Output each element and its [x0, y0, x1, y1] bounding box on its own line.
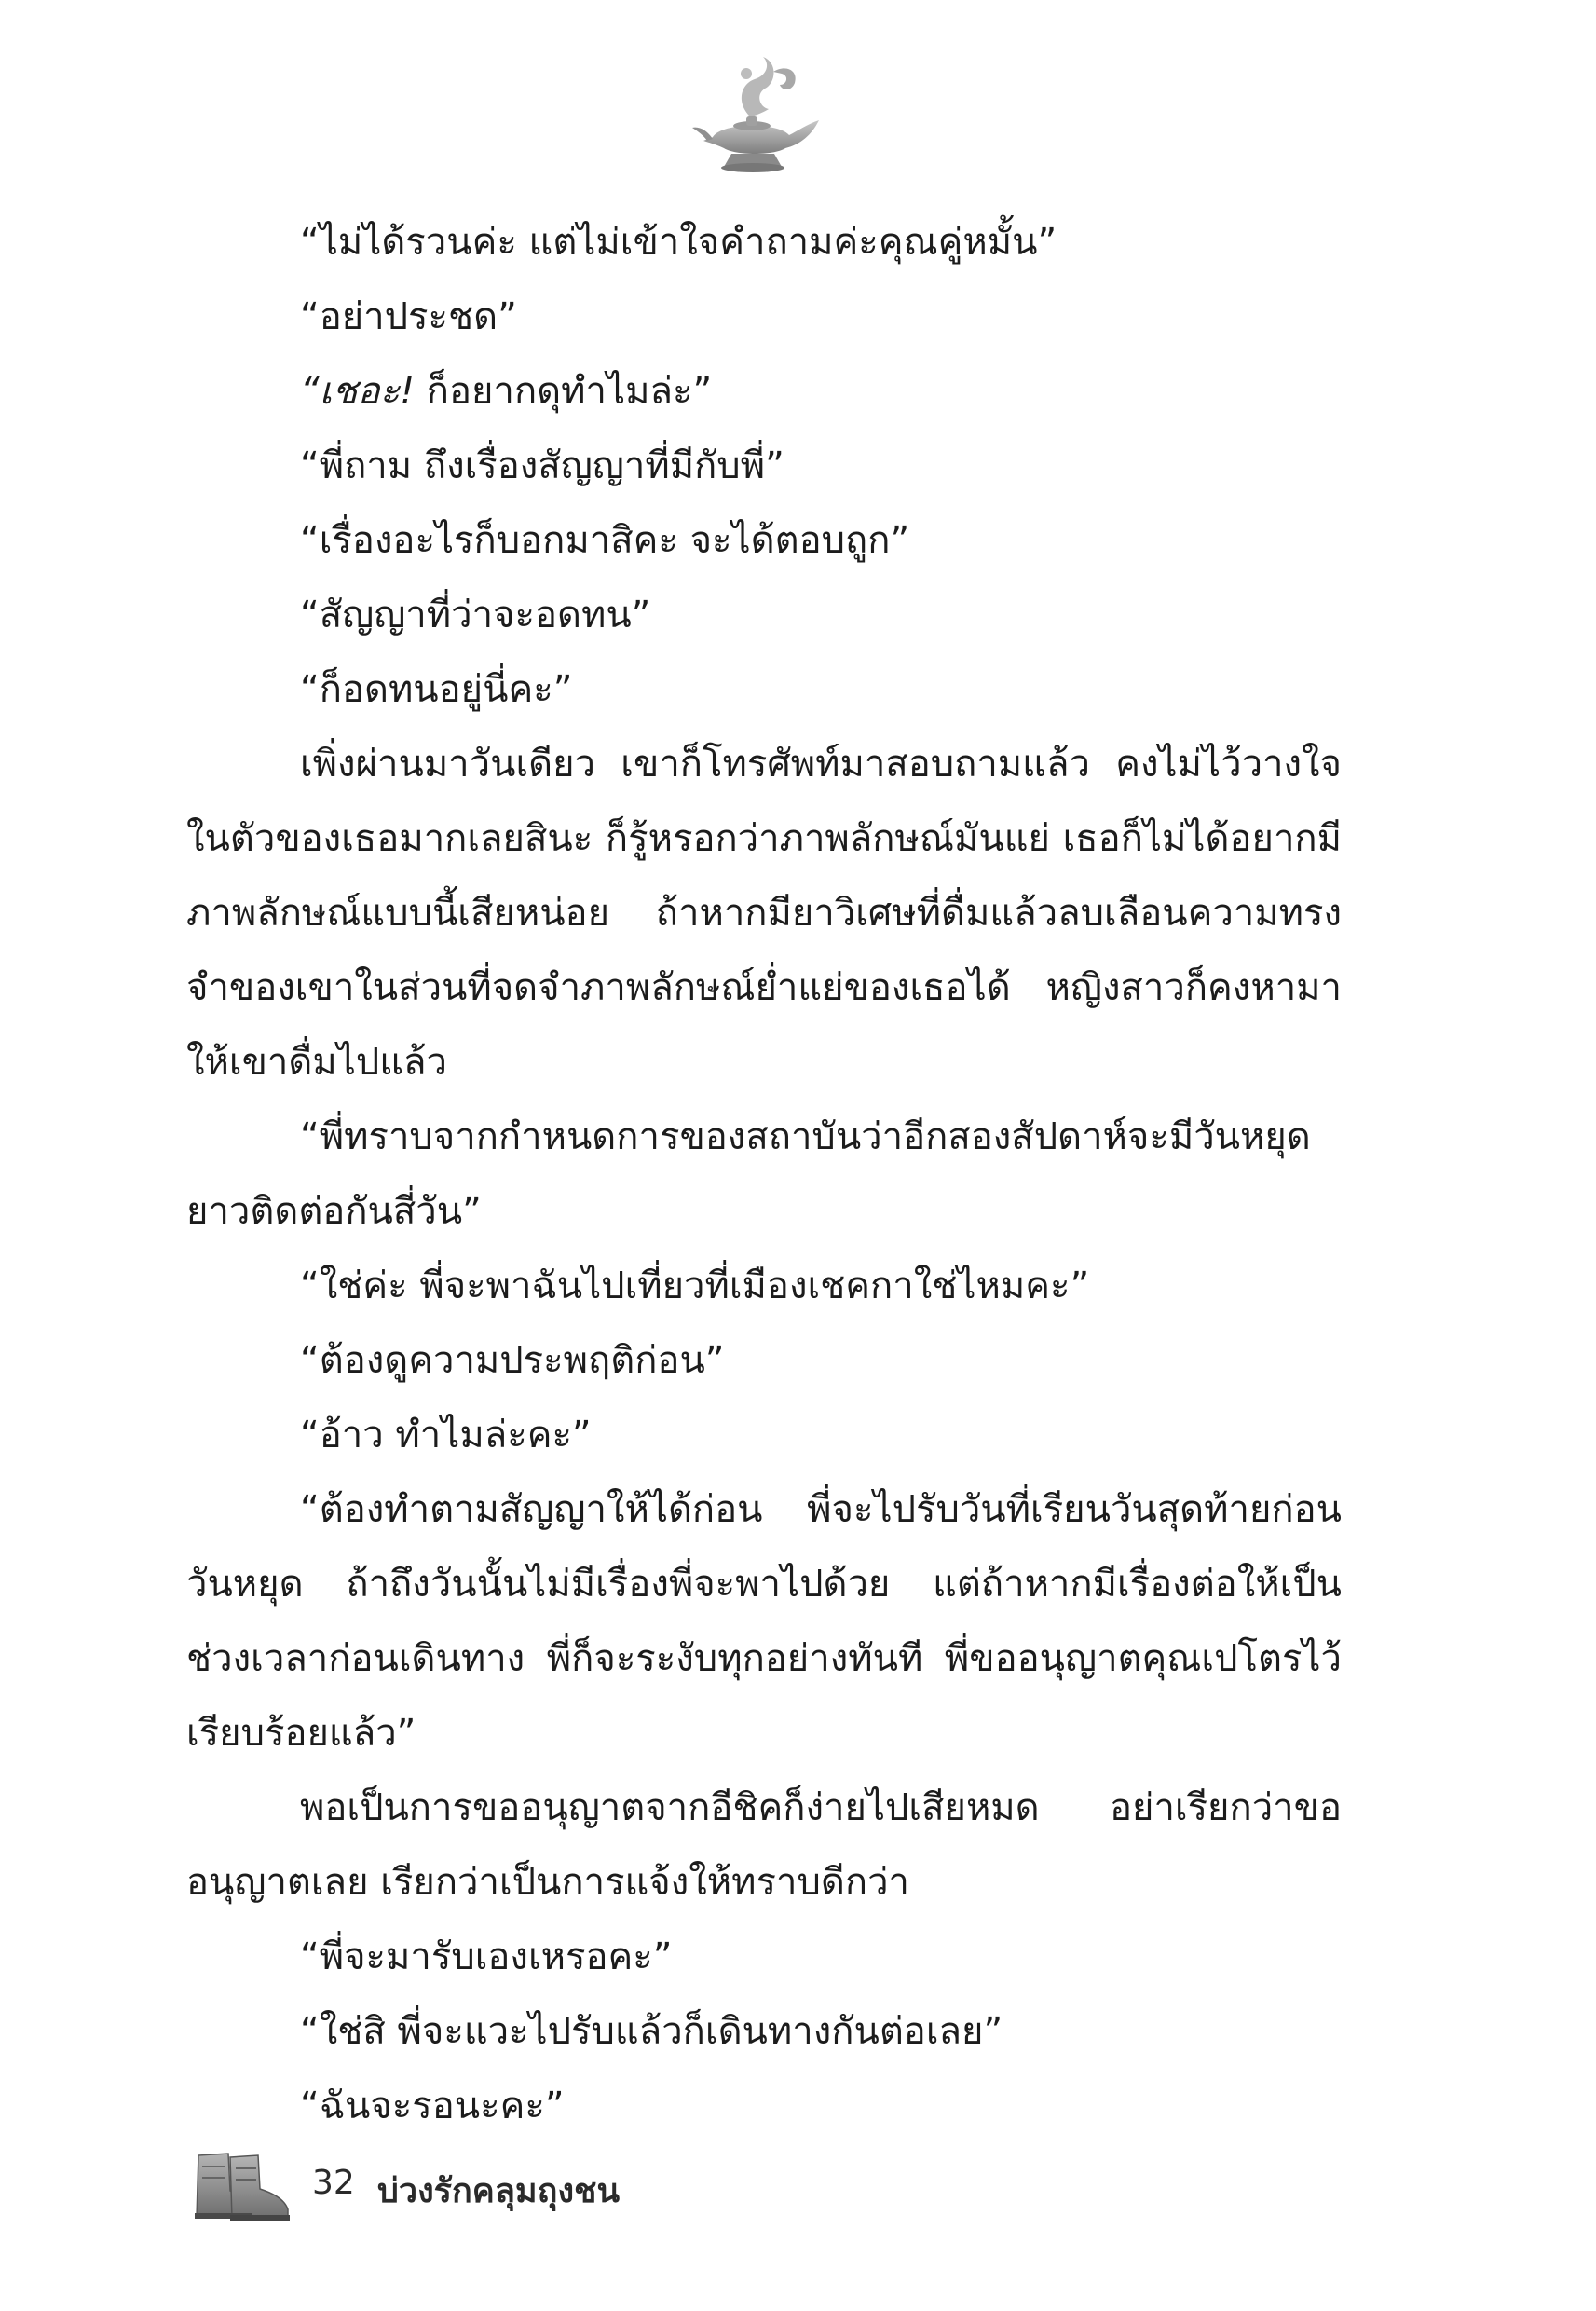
genie-lamp-icon	[685, 51, 825, 177]
narration-paragraph	[186, 1100, 1342, 1249]
dialogue-line	[186, 652, 1342, 727]
paragraph-text: เพิ่งผ่านมาวันเดียว เขาก็โทรศัพท์มาสอบถามแล้ว คงไม่ไว้วางใจในตัวของเธอมากเลยสินะ ก็รู้หรอกว่าภาพลักษณ์มันแย่ เธอก็ไม่ได้อยากมีภาพลักษณ์แบบนี้เสียหน่อย ถ้าหากมียาวิเศษที่ดื่มแล้วลบเลือนความทรงจำของเขาในส่วนที่จดจำภาพลักษณ์ย่ำแย่ของเธอได้ หญิงสาวก็คงหามาให้เขาดื่มไปแล้ว	[186, 743, 1342, 1084]
dialogue-line	[186, 1249, 1342, 1323]
dialogue-line	[186, 1323, 1342, 1398]
narration-paragraph	[186, 727, 1342, 1100]
page-footer	[191, 2143, 1030, 2227]
narration-paragraph	[186, 1771, 1342, 1920]
narration-paragraph	[186, 1472, 1342, 1771]
dialogue-line	[186, 503, 1342, 578]
emphasis-text: “เชอะ!	[300, 370, 416, 413]
paragraph-text: “ต้องทำตามสัญญาให้ได้ก่อน พี่จะไปรับวันที่เรียนวันสุดท้ายก่อนวันหยุด ถ้าถึงวันนั้นไม่มีเรื่องพี่จะพาไปด้วย แต่ถ้าหากมีเรื่องต่อให้เป็นช่วงเวลาก่อนเดินทาง พี่ก็จะระงับทุกอย่างทันที พี่ขออนุญาตคุณเปโตรไว้เรียบร้อยแล้ว”	[186, 1488, 1342, 1755]
dialogue-line	[186, 2069, 1342, 2143]
dialogue-line	[186, 1398, 1342, 1472]
dialogue-line	[186, 578, 1342, 652]
paragraph-text: “พี่จะมารับเองเหรอคะ”	[300, 1935, 673, 1978]
dialogue-line	[186, 205, 1342, 280]
paragraph-text: พอเป็นการขออนุญาตจากอีชิคก็ง่ายไปเสียหมด อย่าเรียกว่าขออนุญาตเลย เรียกว่าเป็นการแจ้งให้ทราบดีกว่า	[186, 1786, 1342, 1904]
paragraph-text: “พี่ถาม ถึงเรื่องสัญญาที่มีกับพี่”	[300, 444, 784, 487]
paragraph-text: “สัญญาที่ว่าจะอดทน”	[300, 594, 651, 636]
dialogue-line	[186, 429, 1342, 503]
paragraph-text: “ไม่ได้รวนค่ะ แต่ไม่เข้าใจคำถามค่ะคุณคู่หมั้น”	[300, 221, 1057, 264]
paragraph-text: “ต้องดูความประพฤติก่อน”	[300, 1339, 725, 1382]
paragraph-text: “ก็อดทนอยู่นี่คะ”	[300, 668, 573, 711]
dialogue-line	[186, 280, 1342, 354]
page-number: 32	[312, 2164, 355, 2202]
paragraph-text: “ใช่สิ พี่จะแวะไปรับแล้วก็เดินทางกันต่อเลย”	[300, 2010, 1003, 2053]
paragraph-text: “ฉันจะรอนะคะ”	[300, 2085, 565, 2127]
dialogue-line	[186, 1920, 1342, 1994]
dialogue-line	[186, 354, 1342, 429]
dialogue-line	[186, 1994, 1342, 2069]
body-text	[186, 205, 1342, 2143]
book-title: บ่วงรักคลุมถุงชน	[377, 2172, 621, 2210]
paragraph-text: “ใช่ค่ะ พี่จะพาฉันไปเที่ยวที่เมืองเชคกาใช่ไหมคะ”	[300, 1265, 1090, 1307]
paragraph-text: ก็อยากดุทำไมล่ะ”	[415, 370, 713, 413]
boots-icon	[191, 2148, 293, 2222]
paragraph-text: “เรื่องอะไรก็บอกมาสิคะ จะได้ตอบถูก”	[300, 519, 910, 562]
paragraph-text: “อย่าประชด”	[300, 295, 517, 338]
paragraph-text: “อ้าว ทำไมล่ะคะ”	[300, 1414, 592, 1456]
paragraph-text: “พี่ทราบจากกำหนดการของสถาบันว่าอีกสองสัปดาห์จะมีวันหยุดยาวติดต่อกันสี่วัน”	[186, 1115, 1311, 1233]
